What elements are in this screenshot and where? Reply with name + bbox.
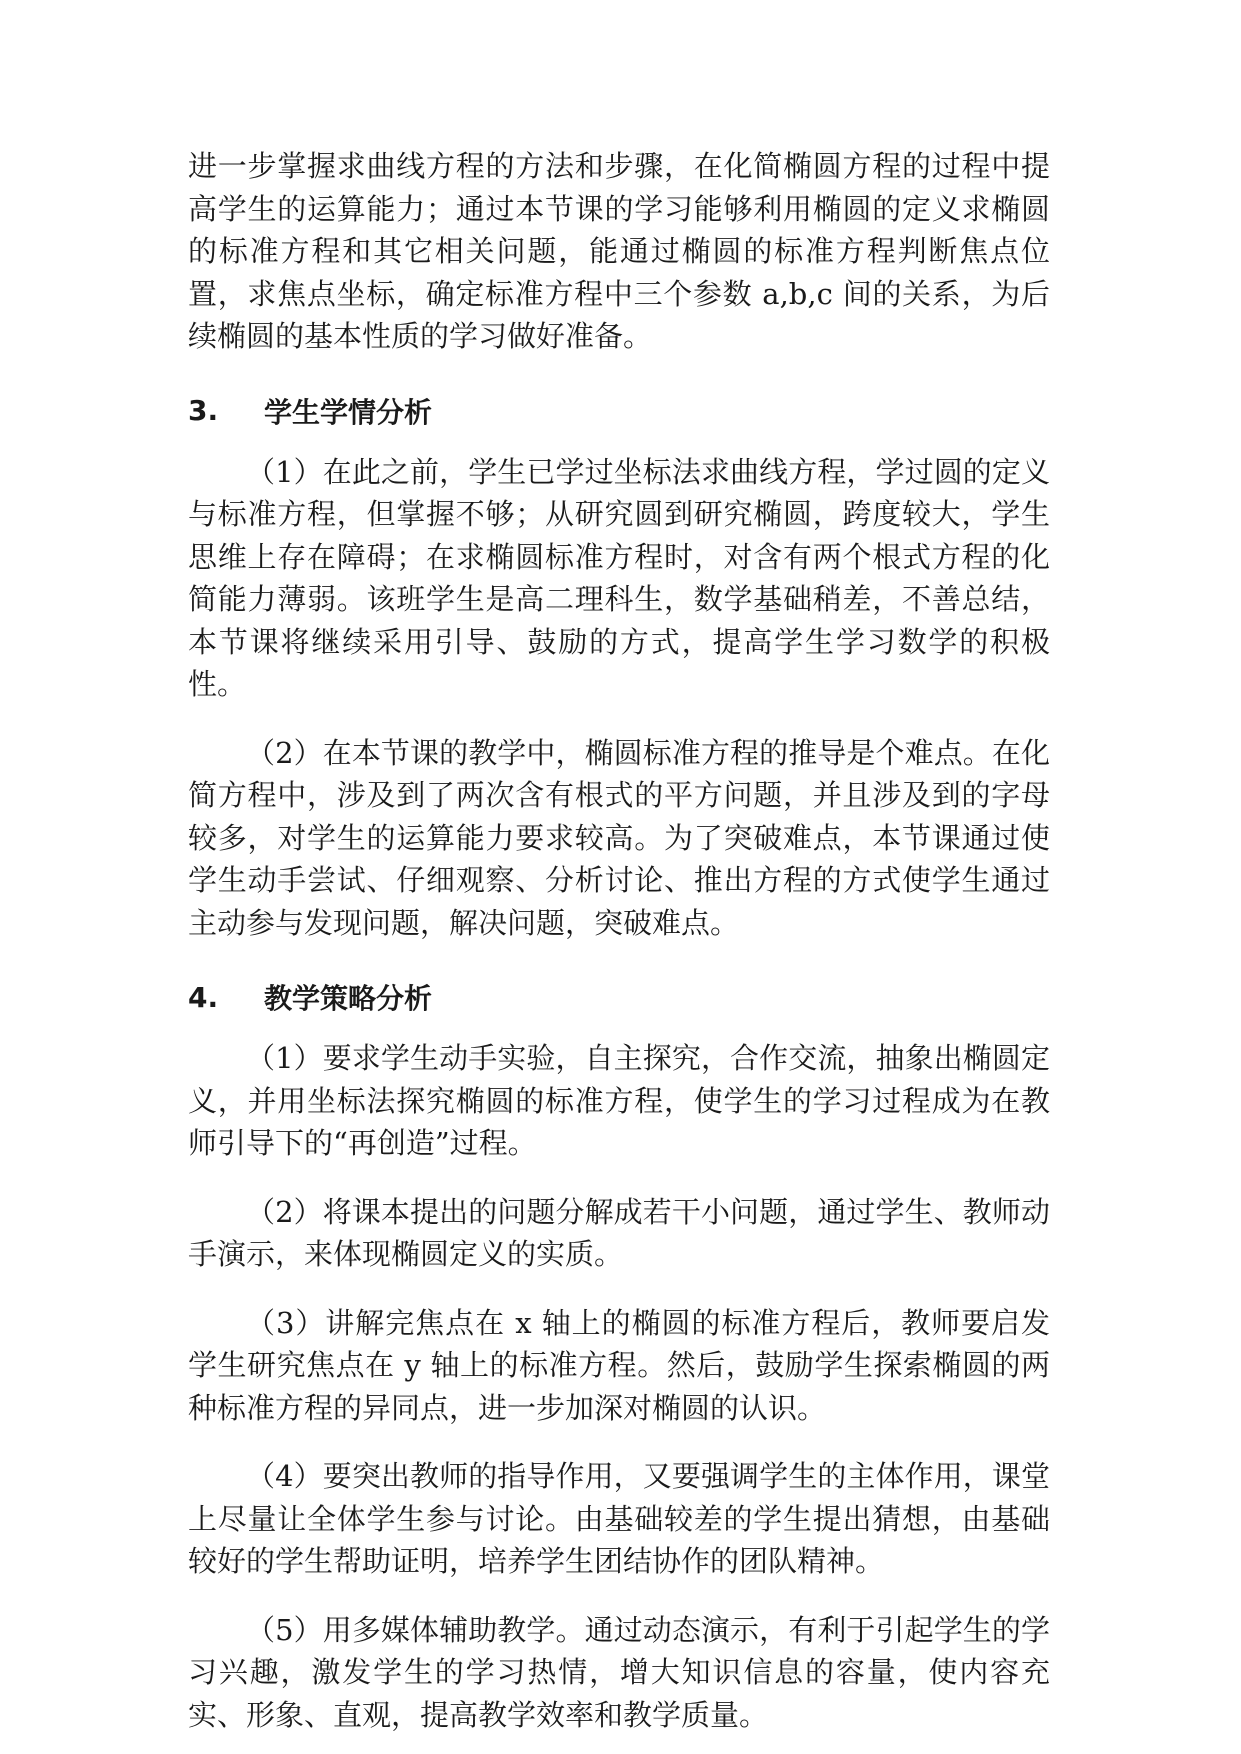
section-number: 4. bbox=[188, 980, 219, 1014]
section-title: 学生学情分析 bbox=[264, 395, 433, 429]
section-number: 3. bbox=[188, 394, 219, 427]
paragraph: （2）将课本提出的问题分解成若干小问题，通过学生、教师动手演示，来体现椭圆定义的实质。 bbox=[188, 1194, 1050, 1271]
section-heading-4 bbox=[188, 977, 1050, 1017]
paragraph: （1）在此之前，学生已学过坐标法求曲线方程，学过圆的定义与标准方程，但掌握不够；从研究圆到研究椭圆，跨度较大，学生思维上存在障碍；在求椭圆标准方程时，对含有两个根式方程的化简能力薄弱。该班学生是高二理科生，数学基础稍差，不善总结，本节课将继续采用引导、鼓励的方式，提高学生学习数学的积极性。 bbox=[188, 454, 1050, 701]
document-page bbox=[188, 145, 1050, 1736]
paragraph: （3）讲解完焦点在 x 轴上的椭圆的标准方程后，教师要启发学生研究焦点在 y 轴上的标准方程。然后，鼓励学生探索椭圆的两种标准方程的异同点，进一步加深对椭圆的认识。 bbox=[188, 1305, 1050, 1425]
section-heading-3 bbox=[188, 391, 1050, 431]
paragraph: （2）在本节课的教学中，椭圆标准方程的推导是个难点。在化简方程中，涉及到了两次含有根式的平方问题，并且涉及到的字母较多，对学生的运算能力要求较高。为了突破难点，本节课通过使学生动手尝试、仔细观察、分析讨论、推出方程的方式使学生通过主动参与发现问题，解决问题，突破难点。 bbox=[188, 735, 1050, 940]
section-title: 教学策略分析 bbox=[264, 982, 433, 1015]
paragraph: （4）要突出教师的指导作用，又要强调学生的主体作用，课堂上尽量让全体学生参与讨论。由基础较差的学生提出猜想，由基础较好的学生帮助证明，培养学生团结协作的团队精神。 bbox=[188, 1459, 1050, 1578]
paragraph: （1）要求学生动手实验，自主探究，合作交流，抽象出椭圆定义，并用坐标法探究椭圆的标准方程，使学生的学习过程成为在教师引导下的“再创造”过程。 bbox=[188, 1041, 1050, 1160]
intro-paragraph: 进一步掌握求曲线方程的方法和步骤，在化简椭圆方程的过程中提高学生的运算能力；通过本节课的学习能够利用椭圆的定义求椭圆的标准方程和其它相关问题，能通过椭圆的标准方程判断焦点位置，求焦点坐标，确定标准方程中三个参数 a,b,c 间的关系，为后续椭圆的基本性质的学习做好准备。 bbox=[188, 149, 1050, 353]
paragraph: （5）用多媒体辅助教学。通过动态演示，有利于引起学生的学习兴趣，激发学生的学习热情，增大知识信息的容量，使内容充实、形象、直观，提高教学效率和教学质量。 bbox=[188, 1612, 1050, 1732]
